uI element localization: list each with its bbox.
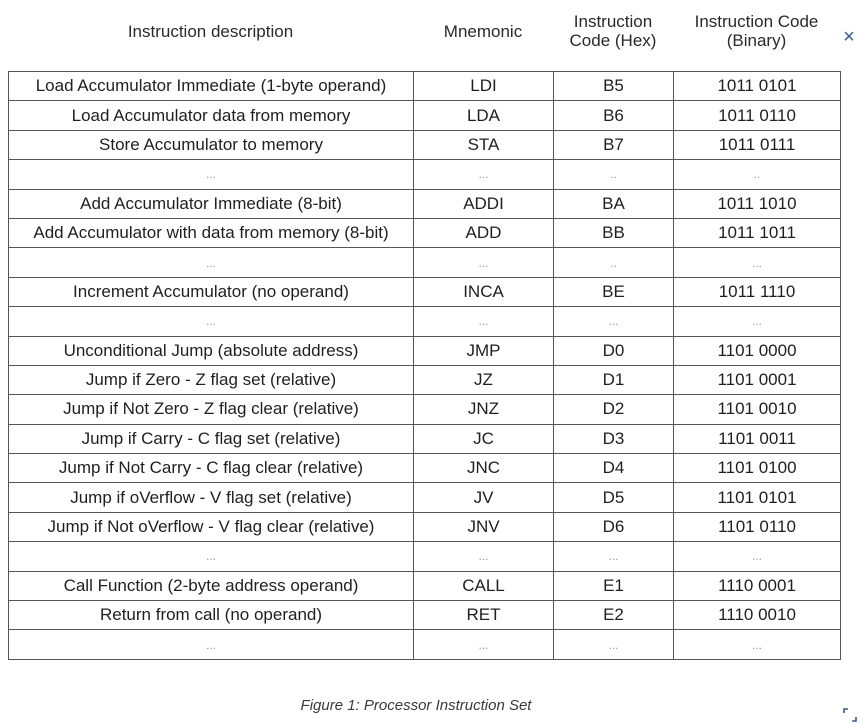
cell-mnemonic: JMP [414,336,554,365]
cell-mnemonic: LDA [414,101,554,130]
cell-hex: B7 [554,130,674,159]
cell-description: ... [9,248,414,277]
cell-hex: BE [554,277,674,306]
table-row [9,424,841,453]
cell-mnemonic: ... [414,160,554,189]
cell-binary: 1101 0100 [674,454,841,483]
table-row [9,395,841,424]
cell-binary: 1110 0001 [674,571,841,600]
cell-description: Return from call (no operand) [9,601,414,630]
cell-description: Jump if Not Carry - C flag clear (relative) [9,454,414,483]
cell-hex: D5 [554,483,674,512]
table-row [9,512,841,541]
table-row [9,189,841,218]
cell-binary: 1101 0101 [674,483,841,512]
cell-description: Jump if Zero - Z flag set (relative) [9,365,414,394]
cell-binary: 1110 0010 [674,601,841,630]
cell-mnemonic: ... [414,542,554,571]
cell-description: ... [9,542,414,571]
table-row [9,72,841,101]
cell-description: Unconditional Jump (absolute address) [9,336,414,365]
close-icon: × [843,26,855,48]
cell-hex: D1 [554,365,674,394]
table-row-ellipsis [9,160,841,189]
cell-hex: B6 [554,101,674,130]
cell-binary: 1011 0111 [674,130,841,159]
cell-mnemonic: ... [414,307,554,336]
cell-mnemonic: JV [414,483,554,512]
table-header [8,0,840,62]
cell-mnemonic: RET [414,601,554,630]
cell-binary: 1011 0110 [674,101,841,130]
cell-mnemonic: JNV [414,512,554,541]
cell-hex: B5 [554,72,674,101]
cell-description: Jump if Not Zero - Z flag clear (relative) [9,395,414,424]
cell-binary: 1011 1011 [674,218,841,247]
cell-hex: .. [554,248,674,277]
cell-binary: 1011 1010 [674,189,841,218]
cell-binary: 1011 1110 [674,277,841,306]
cell-mnemonic: ... [414,248,554,277]
cell-hex: .. [554,160,674,189]
instruction-table [8,71,841,660]
cell-binary: 1101 0011 [674,424,841,453]
table-row [9,571,841,600]
cell-description: ... [9,630,414,659]
table-row [9,483,841,512]
cell-binary: 1101 0110 [674,512,841,541]
cell-hex: D2 [554,395,674,424]
cell-mnemonic: ... [414,630,554,659]
table-row [9,336,841,365]
cell-binary: ... [674,542,841,571]
cell-description: Call Function (2-byte address operand) [9,571,414,600]
header-binary [673,0,840,62]
cell-mnemonic: CALL [414,571,554,600]
instruction-table-body [9,72,841,660]
cell-hex: D0 [554,336,674,365]
figure-caption: Figure 1: Processor Instruction Set [300,697,532,714]
cell-binary: ... [674,630,841,659]
cell-binary: .. [674,160,841,189]
cell-mnemonic: LDI [414,72,554,101]
cell-description: Add Accumulator with data from memory (8-bit) [9,218,414,247]
table-row [9,277,841,306]
close-button[interactable] [838,26,860,48]
table-row-ellipsis [9,307,841,336]
cell-mnemonic: STA [414,130,554,159]
cell-description: ... [9,307,414,336]
cell-binary: ... [674,248,841,277]
cell-hex: D6 [554,512,674,541]
table-row-ellipsis [9,248,841,277]
cell-mnemonic: ADD [414,218,554,247]
header-hex [553,0,673,62]
table-row [9,130,841,159]
cell-mnemonic: INCA [414,277,554,306]
cell-binary: 1101 0001 [674,365,841,394]
table-row [9,218,841,247]
cell-hex: BB [554,218,674,247]
header-description [8,0,413,62]
table-row [9,601,841,630]
cell-description: Load Accumulator data from memory [9,101,414,130]
cell-hex: ... [554,630,674,659]
cell-hex: E2 [554,601,674,630]
cell-description: ... [9,160,414,189]
header-hex-label: Instruction Code (Hex) [569,12,657,50]
cell-binary: 1101 0000 [674,336,841,365]
cell-binary: 1101 0010 [674,395,841,424]
cell-mnemonic: ADDI [414,189,554,218]
cell-description: Jump if Not oVerflow - V flag clear (relative) [9,512,414,541]
cell-hex: D3 [554,424,674,453]
header-mnemonic-label: Mnemonic [443,21,523,41]
cell-hex: ... [554,307,674,336]
cell-description: Jump if Carry - C flag set (relative) [9,424,414,453]
header-mnemonic [413,0,553,62]
cell-hex: D4 [554,454,674,483]
cell-hex: BA [554,189,674,218]
cell-mnemonic: JNZ [414,395,554,424]
cell-mnemonic: JNC [414,454,554,483]
cell-binary: 1011 0101 [674,72,841,101]
cell-description: Increment Accumulator (no operand) [9,277,414,306]
header-description-label: Instruction description [127,21,294,41]
header-binary-label: Instruction Code (Binary) [694,12,819,50]
cell-hex: E1 [554,571,674,600]
cell-description: Add Accumulator Immediate (8-bit) [9,189,414,218]
expand-icon[interactable] [842,707,858,723]
table-row [9,101,841,130]
cell-description: Load Accumulator Immediate (1-byte operand) [9,72,414,101]
cell-description: Jump if oVerflow - V flag set (relative) [9,483,414,512]
table-row [9,454,841,483]
cell-mnemonic: JC [414,424,554,453]
table-row [9,365,841,394]
table-row-ellipsis [9,630,841,659]
cell-hex: ... [554,542,674,571]
table-row-ellipsis [9,542,841,571]
cell-mnemonic: JZ [414,365,554,394]
cell-binary: ... [674,307,841,336]
cell-description: Store Accumulator to memory [9,130,414,159]
